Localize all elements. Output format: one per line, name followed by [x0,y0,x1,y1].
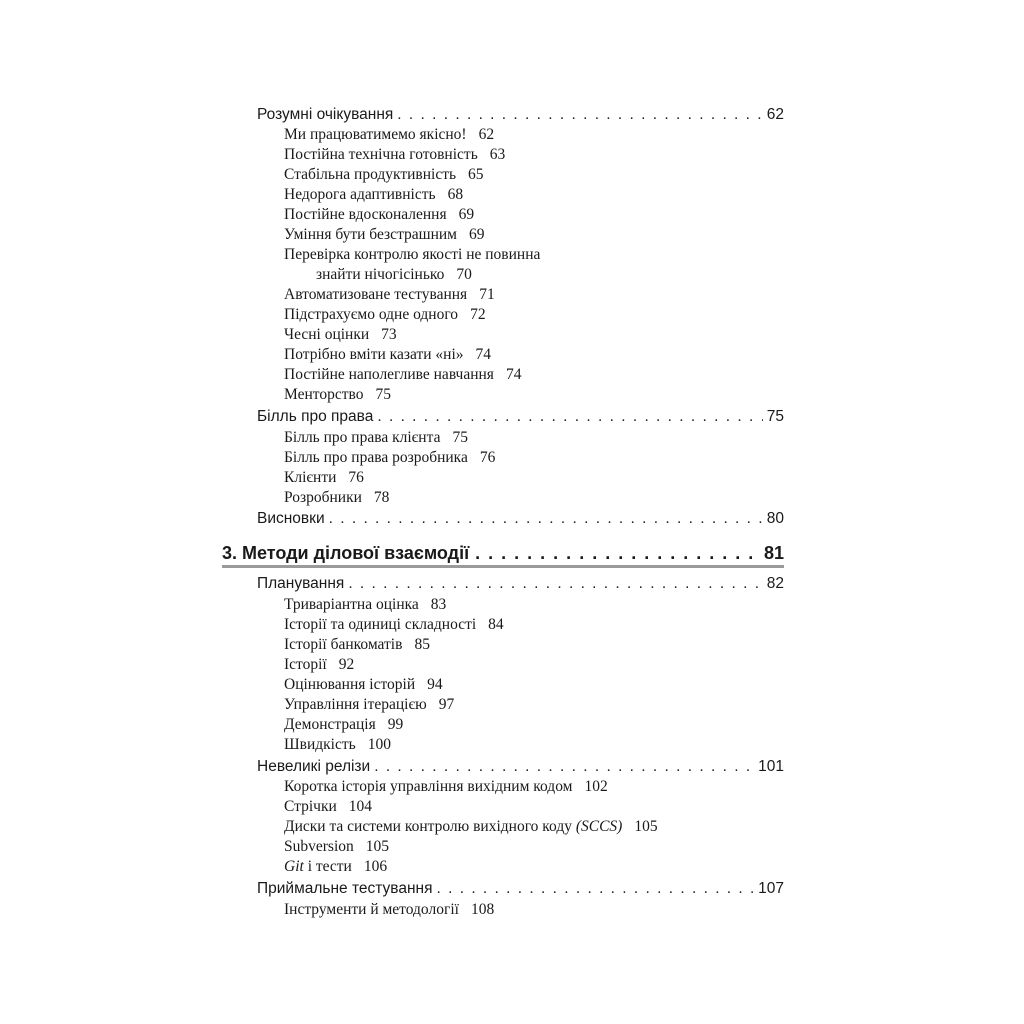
toc-item[interactable] [284,385,391,405]
toc-item[interactable] [284,345,491,365]
toc-item[interactable] [284,468,364,488]
toc-item[interactable] [284,857,387,877]
item-title: Стабільна продуктивність [284,166,457,183]
item-title: Управління ітерацією [284,696,427,713]
section-title: Висновки [257,510,325,527]
item-title-cont: знайти нічогісінько [316,266,445,283]
toc-section-reasonable-expectations[interactable] [257,105,784,125]
toc-section-conclusion[interactable] [257,509,784,529]
toc-item[interactable] [284,715,403,735]
toc-item[interactable] [284,488,389,508]
chapter-page: 81 [763,543,784,563]
section-page: 75 [766,408,784,425]
item-title: Історії [284,656,327,673]
item-title: Уміння бути безстрашним [284,226,457,243]
toc-item[interactable] [284,777,608,797]
item-title: Білль про права клієнта [284,429,441,446]
item-page: 92 [338,656,355,673]
item-page: 68 [447,186,464,203]
item-page: 102 [584,778,608,795]
item-page: 65 [468,166,484,183]
toc-item-continuation[interactable] [316,265,472,285]
item-title: Постійна технічна готовність [284,146,478,163]
item-page: 75 [375,386,391,403]
item-page: 73 [381,326,397,343]
toc-section-bill-of-rights[interactable] [257,407,784,427]
item-page: 84 [488,616,504,633]
section-page: 107 [758,880,784,897]
section-page: 80 [766,510,784,527]
item-page: 72 [470,306,486,323]
toc-item[interactable] [284,285,495,305]
item-title: Ми працюватимемо якісно! [284,126,467,143]
dot-leader [432,879,754,899]
toc-item[interactable] [284,675,443,695]
item-title: і тести [303,858,352,875]
item-page: 76 [479,449,496,466]
toc-section-small-releases[interactable] [257,757,784,777]
item-title: Коротка історія управління вихідним кодом [284,778,573,795]
section-title: Приймальне тестування [257,880,433,897]
toc-item[interactable] [284,837,389,857]
toc-item[interactable] [284,797,372,817]
dot-leader [469,541,760,565]
toc-section-planning[interactable] [257,574,784,594]
item-page: 76 [348,469,364,486]
toc-item[interactable] [284,205,474,225]
item-page: 75 [452,429,468,446]
item-title: Історії банкоматів [284,636,403,653]
chapter-title: 3. Методи ділової взаємодії [222,543,470,563]
item-page: 78 [373,489,390,506]
toc-item[interactable] [284,145,505,165]
toc-item[interactable] [284,448,495,468]
item-page: 106 [363,858,388,875]
item-page: 99 [387,716,404,733]
item-page: 100 [367,736,391,753]
toc-item[interactable] [284,635,430,655]
section-page: 101 [758,758,784,775]
toc-item[interactable] [284,225,485,245]
item-page: 70 [456,266,472,283]
toc-item[interactable] [284,305,486,325]
item-page: 105 [365,838,389,855]
section-title: Розумні очікування [257,106,394,123]
item-title: Диски та системи контролю вихідного коду [284,818,572,835]
toc-item[interactable] [284,817,658,837]
item-title: Subversion [284,838,354,855]
item-title: Недорога адаптивність [284,186,436,203]
toc-item[interactable] [284,615,504,635]
chapter-divider [222,565,784,568]
item-title: Швидкість [284,736,356,753]
item-title: Клієнти [284,469,337,486]
item-page: 108 [470,901,495,918]
item-page: 71 [479,286,495,303]
item-page: 74 [475,346,491,363]
dot-leader [344,574,762,594]
toc-chapter-3[interactable] [222,541,784,565]
item-page: 74 [505,366,522,383]
toc-item[interactable] [284,165,484,185]
dot-leader [393,105,762,125]
toc-item[interactable] [284,595,446,615]
item-page: 83 [430,596,447,613]
item-page: 69 [469,226,485,243]
item-title: Підстрахуємо одне одного [284,306,459,323]
item-page: 104 [348,798,373,815]
item-title: Менторство [284,386,364,403]
dot-leader [370,757,754,777]
toc-item[interactable] [284,245,540,265]
section-title: Невеликі релізи [257,758,371,775]
item-title: Білль про права розробника [284,449,468,466]
toc-item[interactable] [284,428,468,448]
toc-item[interactable] [284,900,494,920]
toc-item[interactable] [284,365,521,385]
toc-item[interactable] [284,325,397,345]
item-title: Розробники [284,489,362,506]
item-title-italic: (SCCS) [575,818,623,835]
section-title: Планування [257,575,345,592]
item-page: 97 [438,696,455,713]
item-title: Постійне вдосконалення [284,206,447,223]
dot-leader [325,509,763,529]
item-title: Триваріантна оцінка [284,596,419,613]
item-title: Автоматизоване тестування [284,286,468,303]
toc-item[interactable] [284,655,354,675]
item-page: 69 [458,206,475,223]
item-title-italic: Git [284,858,304,875]
item-page: 63 [489,146,506,163]
item-title: Потрібно вміти казати «ні» [284,346,464,363]
dot-leader [373,407,762,427]
toc-item[interactable] [284,735,391,755]
item-page: 62 [478,126,495,143]
item-page: 94 [427,676,443,693]
item-title: Демонстрація [284,716,376,733]
item-title: Історії та одиниці складності [284,616,477,633]
section-page: 82 [766,575,784,592]
item-page: 85 [414,636,430,653]
item-title: Постійне наполегливе навчання [284,366,494,383]
toc-item[interactable] [284,695,454,715]
section-page: 62 [766,106,784,123]
section-title: Білль про права [257,408,374,425]
item-title: Чесні оцінки [284,326,370,343]
toc-section-acceptance-testing[interactable] [257,879,784,899]
toc-item[interactable] [284,125,494,145]
toc-item[interactable] [284,185,463,205]
item-title: Стрічки [284,798,337,815]
item-title: Оцінювання історій [284,676,416,693]
item-title: Перевірка контролю якості не повинна [284,246,541,263]
item-page: 105 [634,818,658,835]
item-title: Інструменти й методології [284,901,459,918]
